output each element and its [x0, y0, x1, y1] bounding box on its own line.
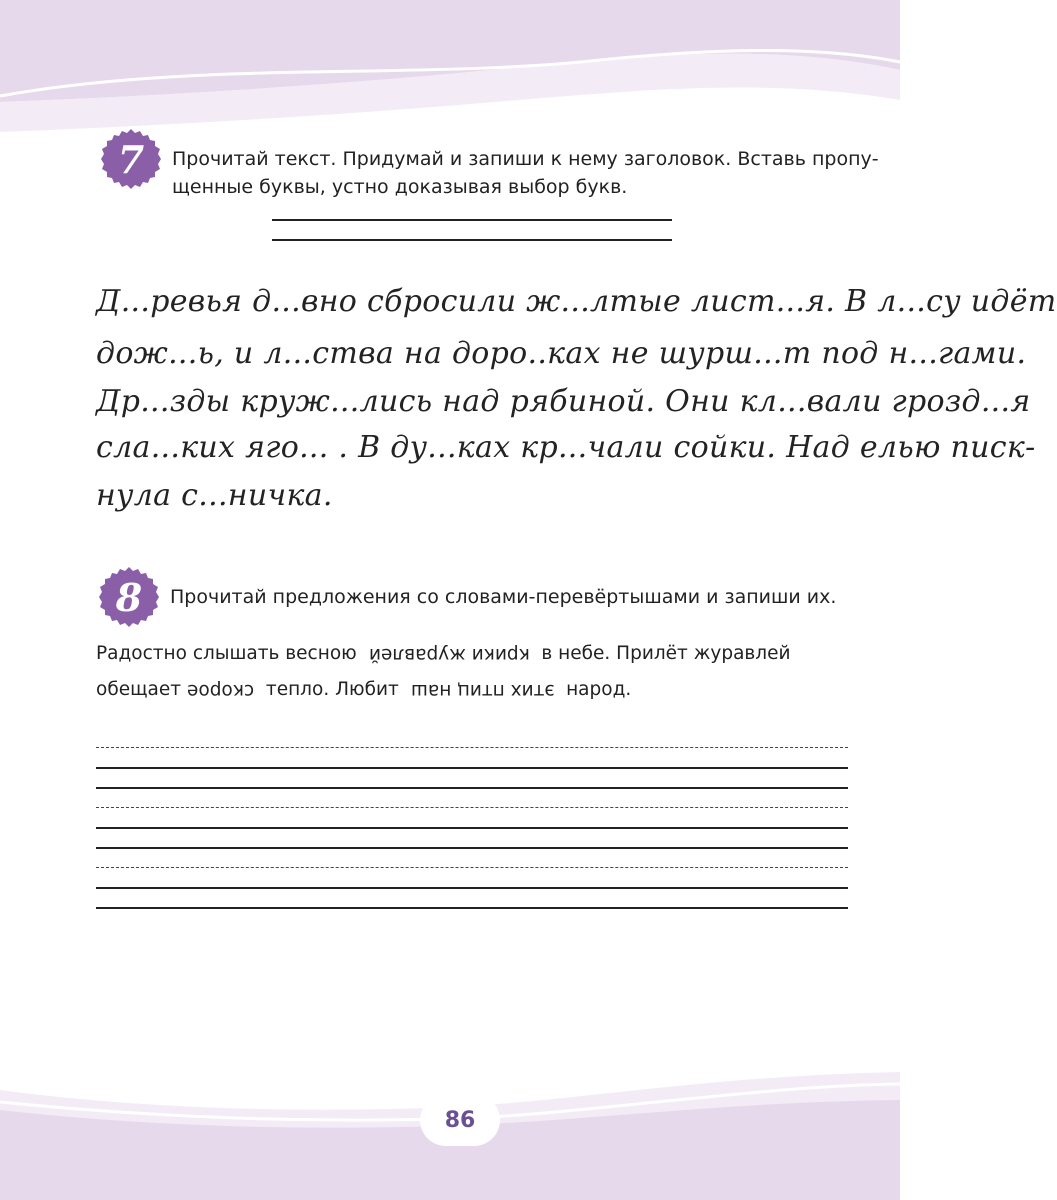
script-text-line-1: Д...ревья д...вно сбросили ж...лтые лист...я. В л...су идёт — [96, 284, 1057, 319]
page-number: 86 — [420, 1094, 500, 1146]
writing-line-solid[interactable] — [96, 907, 848, 909]
script-text-line-5: нула с...ничка. — [96, 478, 333, 513]
task-8-sentences — [96, 636, 856, 708]
task-7-badge — [100, 128, 162, 190]
task-8-badge — [98, 566, 160, 628]
writing-line-dotted[interactable] — [96, 867, 848, 868]
writing-line-dotted[interactable] — [96, 747, 848, 748]
task-7-number: 7 — [117, 136, 145, 182]
sentence-part-3: тепло. Любит — [265, 679, 399, 700]
sentence-part-1: Радостно слышать весною — [96, 643, 357, 664]
flipped-word-3: этих птиц наш — [410, 680, 555, 701]
sentence-part-2: в небе. Прилёт журавлей обещает — [96, 643, 791, 700]
writing-line-solid[interactable] — [96, 767, 848, 769]
sentence-part-4: народ. — [566, 679, 632, 700]
flipped-word-2: скорое — [186, 680, 255, 701]
task-7-instruction-line-2: щенные буквы, устно доказывая выбор букв. — [172, 176, 628, 198]
script-text-line-3: Др...зды круж...лись над рябиной. Они кл...вали грозд...я — [96, 384, 1031, 419]
writing-line-solid[interactable] — [96, 787, 848, 789]
title-writing-line-1 — [272, 219, 672, 221]
flipped-word-1: крики журавлей — [368, 644, 530, 665]
task-8-number: 8 — [115, 574, 143, 620]
script-text-line-4: сла...ких яго... . В ду...ках кр...чали сойки. Над елью писк- — [96, 430, 1036, 465]
writing-line-solid[interactable] — [96, 887, 848, 889]
task-7-instruction-line-1: Прочитай текст. Придумай и запиши к нему заголовок. Вставь пропу- — [172, 148, 879, 170]
title-writing-line-2 — [272, 239, 672, 241]
task-8-instruction: Прочитай предложения со словами-перевёртышами и запиши их. — [170, 586, 837, 608]
writing-line-solid[interactable] — [96, 847, 848, 849]
writing-line-solid[interactable] — [96, 827, 848, 829]
script-text-line-2: дож...ь, и л...ства на доро..ках не шурш...т под н...гами. — [96, 336, 1027, 371]
writing-line-dotted[interactable] — [96, 807, 848, 808]
